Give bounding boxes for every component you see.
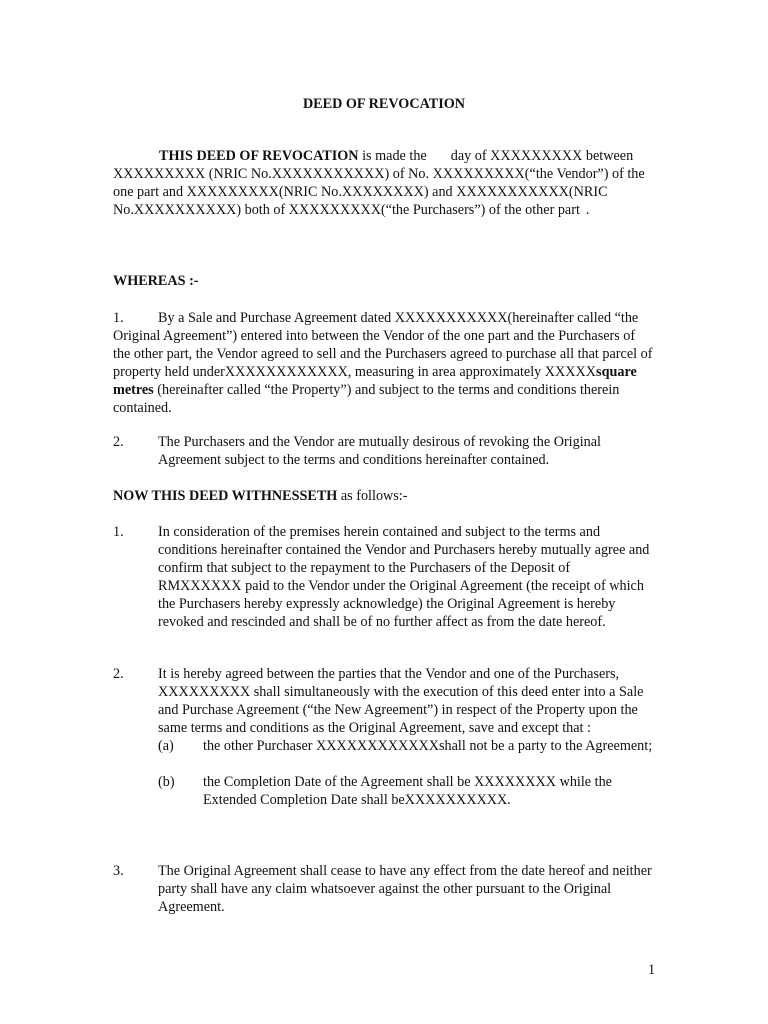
preamble-lead: THIS DEED OF REVOCATION	[159, 148, 359, 164]
subclause-b	[158, 773, 653, 809]
recital-bold-term: square metres	[113, 364, 637, 398]
witnesseth-heading-rest: as follows:-	[337, 488, 408, 504]
clause-3	[113, 862, 653, 916]
clause-text: It is hereby agreed between the parties that the Vendor and one of the Purchasers, XXXXXXXXX shall simultaneously with the execution of this deed enter into a Sale and Purchase Agreement (“the New Agreement”) in respect of the Property upon the same terms and conditions as the Original Agreement, save and except that :	[158, 666, 644, 736]
subclause-a	[158, 737, 653, 755]
clause-2	[113, 665, 653, 809]
subclause-label: (b)	[158, 774, 175, 790]
clause-text: The Original Agreement shall cease to have any effect from the date hereof and neither party shall have any claim whatsoever against the other pursuant to the Original Agreement.	[158, 863, 652, 915]
preamble-day-of: day of XXXXXXXXX	[450, 148, 583, 164]
page-number: 1	[648, 962, 656, 978]
clause-text: In consideration of the premises herein contained and subject to the terms and conditions hereinafter contained the Vendor and Purchasers hereby mutually agree and confirm that subject to the repayment to the Purchasers of the Deposit of RMXXXXXX paid to the Vendor under the Original Agreement (the receipt of which the Purchasers hereby expressly acknowledge) the Original Agreement is hereby revoked and rescinded and shall be of no further affect as from the date hereof.	[158, 524, 650, 630]
preamble-made-the: is made the	[358, 148, 427, 164]
witnesseth-heading-bold: NOW THIS DEED WITHNESSETH	[113, 488, 338, 504]
subclause-label: (a)	[158, 738, 174, 754]
clause-1	[113, 523, 653, 631]
clause-number: 3.	[113, 863, 124, 879]
clause-number: 1.	[113, 524, 124, 540]
recital-1	[113, 309, 653, 417]
recital-text: By a Sale and Purchase Agreement dated XXXXXXXXXXX(hereinafter called “the Original Agreement”) entered into between the Vendor of the one part and the Purchasers of the other part, the Vendor agreed to sell and the Purchasers agreed to purchase all that parcel of property held underXXXXXXXXXXXX, measuring in area approximately XXXXX	[113, 310, 653, 380]
recital-text-continued: (hereinafter called “the Property”) and subject to the terms and conditions therein contained.	[113, 382, 620, 416]
preamble-tail: .	[585, 202, 590, 218]
recital-2	[113, 433, 653, 469]
recital-text: The Purchasers and the Vendor are mutually desirous of revoking the Original Agreement subject to the terms and conditions hereinafter contained.	[158, 434, 601, 468]
subclause-text: the other Purchaser XXXXXXXXXXXXshall not be a party to the Agreement;	[203, 738, 653, 754]
recital-number: 1.	[113, 310, 124, 326]
whereas-heading: WHEREAS :-	[113, 273, 199, 289]
witnesseth-heading	[113, 487, 407, 505]
preamble-paragraph	[113, 147, 653, 219]
subclause-text: the Completion Date of the Agreement shall be XXXXXXXX while the Extended Completion Date shall beXXXXXXXXXX.	[203, 774, 612, 808]
document-title: DEED OF REVOCATION	[302, 96, 466, 112]
recital-number: 2.	[113, 434, 124, 450]
clause-number: 2.	[113, 666, 124, 682]
preamble-parties: between XXXXXXXXX (NRIC No.XXXXXXXXXXX) of No. XXXXXXXXX(“the Vendor”) of the one part and XXXXXXXXX(NRIC No.XXXXXXXX) and XXXXXXXXXXX(NRIC No.XXXXXXXXXX) both of XXXXXXXXX(“the Purchasers”) of the other part	[113, 148, 645, 218]
